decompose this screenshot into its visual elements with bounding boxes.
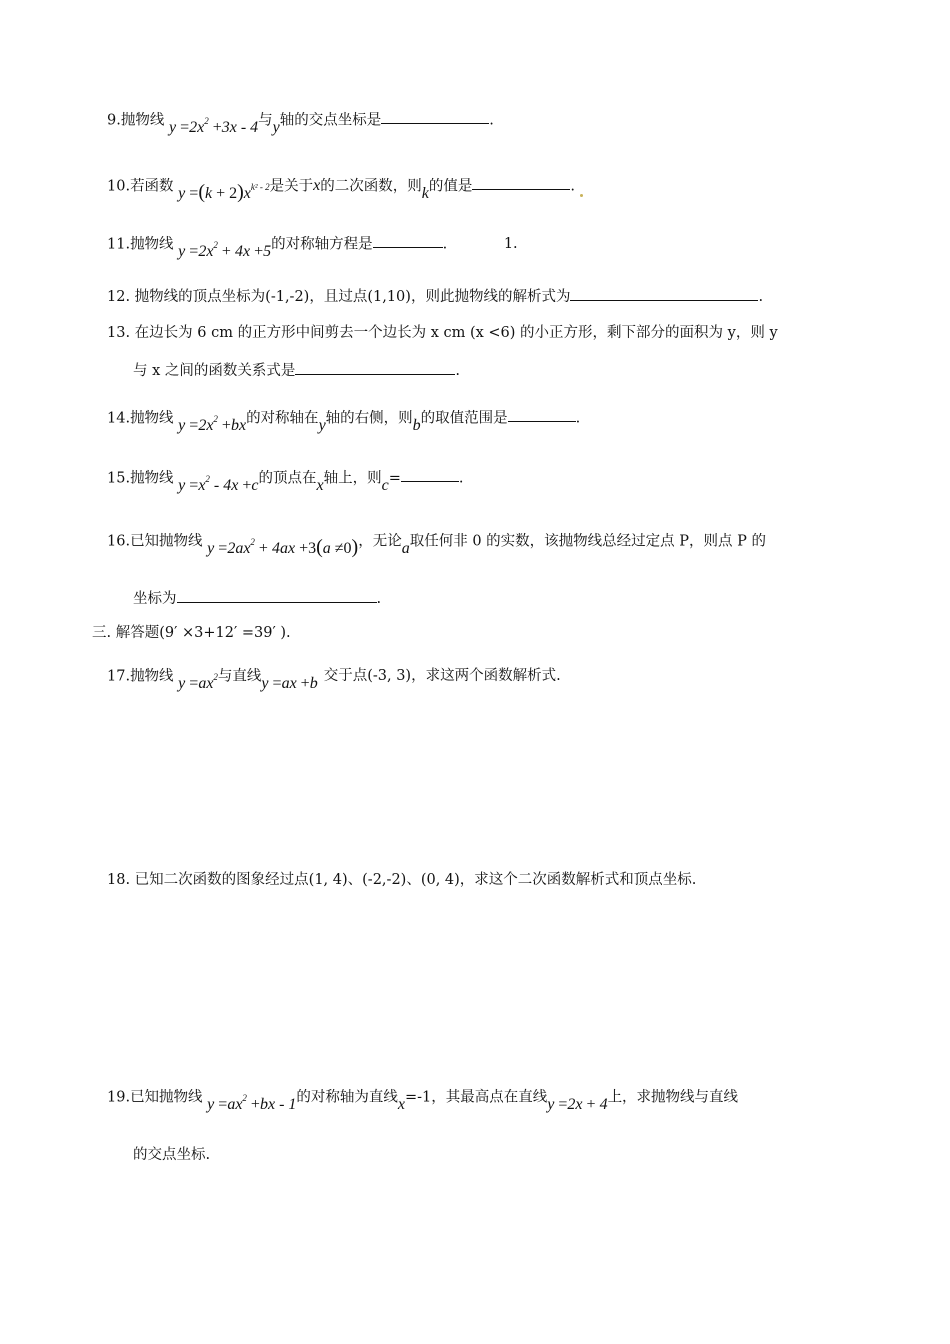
- equation-q10: $y =(k + 2)x^{k^2 - 2}$: [178, 181, 270, 204]
- answer-blank-q10[interactable]: [472, 175, 570, 190]
- equation-q16: $y =2ax^2 + 4ax +3(a \ne 0)$: [207, 536, 359, 559]
- equation-q15: $y =x^2 - 4x +c$: [178, 474, 259, 495]
- answer-blank-q14[interactable]: [508, 407, 576, 422]
- question-19: 19.已知抛物线 $y =ax^2 +bx - 1$的对称轴为直线x=-1，其最高点在直线y =2x + 4上，求抛物线与直线: [107, 1089, 739, 1114]
- question-18: 18. 已知二次函数的图象经过点(1, 4)、(-2,-2)、(0, 4)，求这个二次函数解析式和顶点坐标.: [107, 872, 697, 888]
- marker-dot: [580, 194, 583, 197]
- question-16: 16.已知抛物线 $y =2ax^2 + 4ax +3(a \ne 0)$，无论a取任何非 0 的实数，该抛物线总经过定点 P，则点 P 的: [107, 533, 767, 559]
- equation-q14: $y =2x^2 +bx$: [178, 414, 247, 435]
- question-13-line1: 13. 在边长为 6 cm 的正方形中间剪去一个边长为 x cm (x <6) 的小正方形，剩下部分的面积为 y，则 y: [107, 325, 778, 341]
- answer-blank-q12[interactable]: [570, 286, 758, 301]
- question-15: 15.抛物线 $y =x^2 - 4x +c$的顶点在x轴上，则c= .: [107, 462, 463, 489]
- question-11: 11.抛物线 $y =2x^2 + 4x +5$的对称轴方程是 . 1.: [107, 228, 518, 255]
- question-16-line2: 坐标为 .: [133, 588, 381, 610]
- answer-blank-q11[interactable]: [373, 233, 443, 248]
- question-10: 10.若函数 $y =(k + 2)x^{k^2 - 2}$是关于x的二次函数，则k的值是 .: [107, 170, 583, 197]
- answer-blank-q13[interactable]: [295, 360, 455, 375]
- equation-q17-parabola: $y =ax^2$: [178, 672, 218, 693]
- equation-q11: $y =2x^2 + 4x +5$: [178, 240, 272, 261]
- answer-blank-q15[interactable]: [401, 467, 459, 482]
- section-3-heading: 三. 解答题(9′ ×3+12′ =39′ ).: [92, 625, 291, 641]
- equation-q19-parabola: $y =ax^2 +bx - 1$: [207, 1093, 297, 1114]
- question-14: 14.抛物线 $y =2x^2 +bx$的对称轴在y轴的右侧，则b的取值范围是 .: [107, 402, 580, 429]
- question-9: 9.抛物线 $y =2x^2 +3x - 4$与y轴的交点坐标是 .: [107, 104, 494, 131]
- question-17: 17.抛物线 $y =ax^2$与直线y =ax +b 交于点(-3, 3)，求这两个函数解析式.: [107, 668, 561, 693]
- question-13-line2: 与 x 之间的函数关系式是 .: [133, 360, 460, 382]
- answer-blank-q9[interactable]: [381, 109, 489, 124]
- equation-q17-line: y =ax +b: [261, 675, 318, 693]
- equation-q19-line: y =2x + 4: [547, 1096, 608, 1114]
- question-12: 12. 抛物线的顶点坐标为(-1,-2)，且过点(1,10)，则此抛物线的解析式为 .: [107, 286, 763, 308]
- equation-q9: $y =2x^2 +3x - 4$: [168, 116, 259, 137]
- question-19-line2: 的交点坐标.: [133, 1147, 211, 1163]
- answer-blank-q16[interactable]: [177, 588, 377, 603]
